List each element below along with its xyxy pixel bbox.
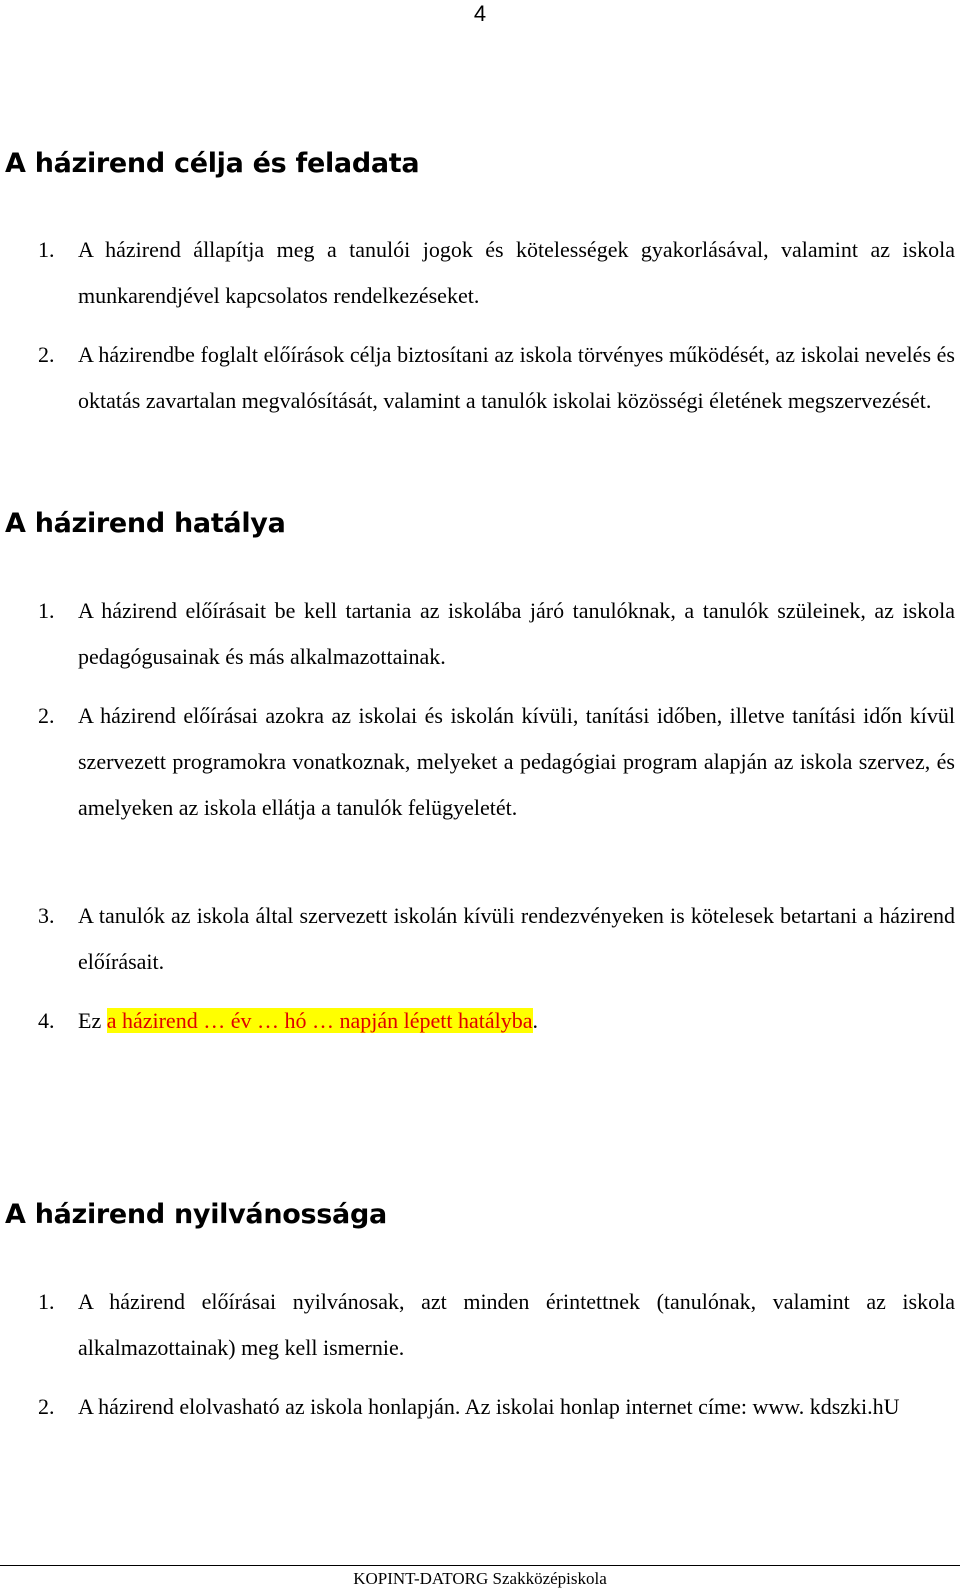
list-item [38,693,955,831]
item-text: A házirend állapítja meg a tanulói jogok és kötelességek gyakorlásával, valamint az iskola munkarendjével kapcsolatos rendelkezéseket. [78,237,955,308]
section-title-purpose: A házirend célja és feladata [5,148,420,179]
section-title-scope: A házirend hatálya [5,508,286,539]
footer-divider [0,1565,960,1566]
item-number: 1. [38,1289,55,1314]
item-text: A házirend előírásai azokra az iskolai és iskolán kívüli, tanítási időben, illetve tanítási időn kívül szervezett programokra vonatkoznak, melyeket a pedagógiai program alapján az iskola szervez, és amelyeken az iskola ellátja a tanulók felügyeletét. [78,703,955,820]
item-number: 1. [38,598,55,623]
item-number: 1. [38,237,55,262]
list-item [38,332,955,424]
section-title-publicity: A házirend nyilvánossága [5,1199,387,1230]
item-text-prefix: Ez [78,1008,107,1033]
item-number: 3. [38,903,55,928]
item-text: A tanulók az iskola által szervezett iskolán kívüli rendezvényeken is kötelesek betartani a házirend előírásait. [78,903,955,974]
item-number: 2. [38,703,55,728]
item-number: 4. [38,1008,55,1033]
item-number: 2. [38,342,55,367]
list-item [38,1384,955,1430]
item-text: A házirend előírásai nyilvánosak, azt minden érintettnek (tanulónak, valamint az iskola alkalmazottainak) meg kell ismernie. [78,1289,955,1360]
item-number: 2. [38,1394,55,1419]
list-item [38,227,955,319]
list-item [38,588,955,680]
item-text: A házirendbe foglalt előírások célja biztosítani az iskola törvényes működését, az iskolai nevelés és oktatás zavartalan megvalósítását, valamint a tanulók iskolai közösségi életének megszervezését. [78,342,955,413]
list-item [38,1279,955,1371]
page-footer: KOPINT-DATORG Szakközépiskola [353,1569,607,1588]
highlighted-date-placeholder: a házirend … év … hó … napján lépett hatályba [106,1008,533,1033]
page-number: 4 [473,1,487,26]
list-item [38,893,955,985]
item-text: A házirend előírásait be kell tartania az iskolába járó tanulóknak, a tanulók szüleinek, az iskola pedagógusainak és más alkalmazottainak. [78,598,955,669]
item-text: A házirend elolvasható az iskola honlapján. Az iskolai honlap internet címe: www. kdszki.hU [78,1394,900,1419]
item-text-suffix: . [532,1008,538,1033]
list-item [38,998,955,1044]
